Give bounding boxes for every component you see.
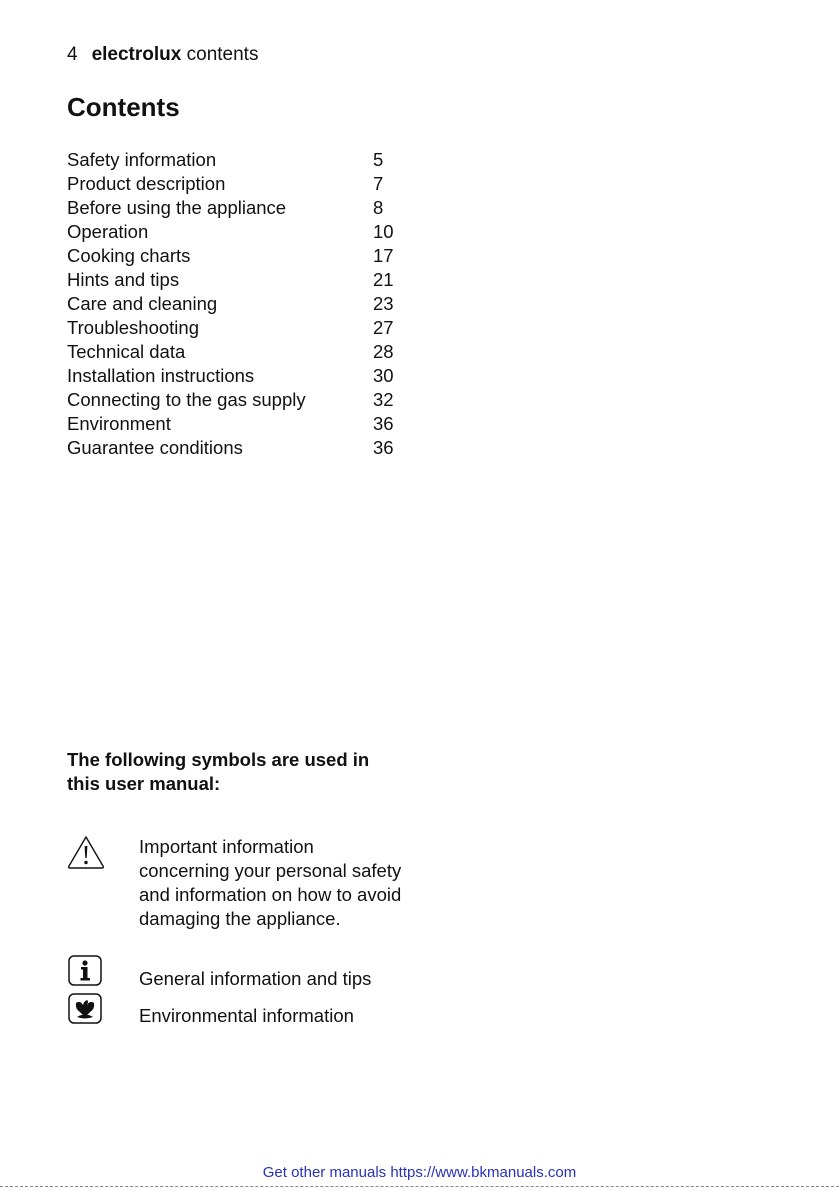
toc-page: 36 (373, 437, 394, 458)
symbol-text: Important information concerning your personal safety and information on how to avoid damaging the appliance. (139, 836, 402, 929)
toc-page: 5 (373, 149, 384, 170)
toc-label: Safety information (67, 149, 217, 170)
toc-row[interactable] (67, 364, 407, 388)
toc-row[interactable] (67, 340, 407, 364)
toc-row[interactable] (67, 436, 407, 460)
toc-label: Operation (67, 221, 149, 242)
toc-page: 10 (373, 221, 394, 242)
toc-label: Guarantee conditions (67, 437, 243, 458)
environment-leaf-icon (67, 993, 103, 1025)
header-section: contents (186, 44, 259, 65)
toc-label: Environment (67, 413, 171, 434)
toc-label: Before using the appliance (67, 197, 287, 218)
toc-page: 32 (373, 389, 394, 410)
toc-page: 17 (373, 245, 394, 266)
toc-label: Care and cleaning (67, 293, 218, 314)
toc-label: Cooking charts (67, 245, 191, 266)
toc-row[interactable] (67, 292, 407, 316)
symbols-heading: The following symbols are used in this user manual: (67, 749, 370, 794)
toc-label: Hints and tips (67, 269, 180, 290)
toc-label: Product description (67, 173, 226, 194)
toc-row[interactable] (67, 412, 407, 436)
toc-page: 23 (373, 293, 394, 314)
toc-row[interactable] (67, 316, 407, 340)
symbol-text: Environmental information (139, 1005, 354, 1026)
toc-page: 8 (373, 197, 384, 218)
footer-divider (0, 1186, 839, 1187)
info-icon (67, 955, 103, 987)
running-header (67, 44, 258, 66)
header-page-number: 4 (67, 44, 78, 65)
toc-row[interactable] (67, 148, 407, 172)
toc-page: 36 (373, 413, 394, 434)
toc-row[interactable] (67, 172, 407, 196)
toc-row[interactable] (67, 388, 407, 412)
toc-page: 7 (373, 173, 384, 194)
toc-row[interactable] (67, 244, 407, 268)
toc-row[interactable] (67, 196, 407, 220)
toc-label: Troubleshooting (67, 317, 199, 338)
table-of-contents (67, 148, 407, 460)
toc-row[interactable] (67, 268, 407, 292)
toc-label: Installation instructions (67, 365, 255, 386)
footer (0, 1164, 839, 1181)
toc-page: 21 (373, 269, 394, 290)
toc-label: Connecting to the gas supply (67, 389, 306, 410)
footer-link[interactable]: Get other manuals https://www.bkmanuals.com (262, 1164, 577, 1181)
toc-label: Technical data (67, 341, 186, 362)
toc-row[interactable] (67, 220, 407, 244)
warning-triangle-icon (67, 835, 105, 869)
toc-page: 28 (373, 341, 394, 362)
toc-page: 27 (373, 317, 394, 338)
page-title: Contents (67, 92, 180, 122)
toc-page: 30 (373, 365, 394, 386)
header-brand: electrolux (91, 44, 182, 65)
symbol-text: General information and tips (139, 968, 372, 989)
